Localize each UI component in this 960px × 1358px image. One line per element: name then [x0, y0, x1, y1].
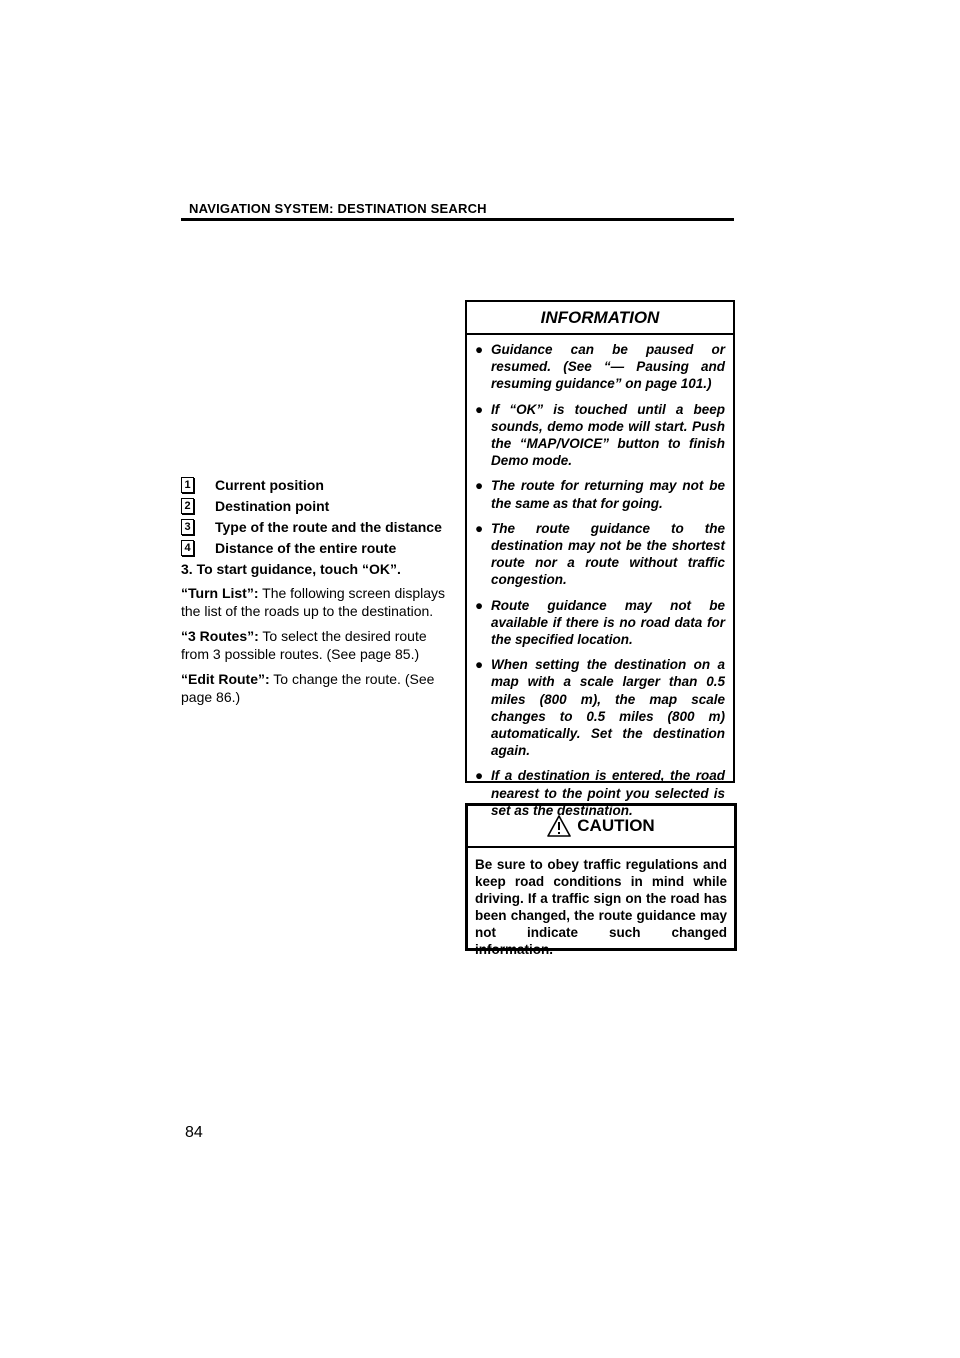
description-text: To change the route. (See page 86.): [181, 671, 435, 705]
header-rule: [181, 218, 734, 221]
information-box: [465, 300, 735, 818]
information-item: [475, 520, 725, 589]
bullet-icon: ●: [475, 520, 484, 536]
caution-header: [468, 806, 734, 848]
legend-item-2: [181, 495, 449, 516]
page-number: 84: [185, 1124, 203, 1141]
description-term: “Edit Route”:: [181, 671, 270, 687]
left-column: [181, 474, 449, 713]
description-3-routes: [181, 627, 449, 663]
information-item: [475, 401, 725, 470]
legend-item-1: [181, 474, 449, 495]
information-text: The route guidance to the destination may not be the shortest route nor a route without traffic congestion.: [491, 520, 725, 588]
information-text: Guidance can be paused or resumed. (See “— Pausing and resuming guidance” on page 101.): [491, 342, 725, 392]
caution-title: CAUTION: [577, 816, 655, 835]
bullet-icon: ●: [475, 478, 484, 494]
caution-box: [465, 803, 737, 957]
legend-item-3: [181, 516, 449, 537]
warning-triangle-icon: [547, 815, 571, 837]
information-item: [475, 477, 725, 511]
description-term: “3 Routes”:: [181, 628, 259, 644]
legend-item-4: [181, 537, 449, 558]
bullet-icon: ●: [475, 342, 484, 357]
bullet-icon: ●: [475, 657, 484, 673]
description-text: To select the desired route from 3 possible routes. (See page 85.): [181, 628, 427, 662]
description-text: The following screen displays the list of the roads up to the destination.: [181, 585, 446, 619]
information-text: Route guidance may not be available if there is no road data for the specified location.: [491, 597, 725, 648]
information-item: [475, 341, 725, 393]
legend-label: Type of the route and the distance: [215, 518, 442, 535]
information-text: The route for returning may not be the same as that for going.: [491, 478, 725, 511]
information-list: [467, 335, 733, 819]
page-header: NAVIGATION SYSTEM: DESTINATION SEARCH: [189, 201, 487, 216]
description-term: “Turn List”:: [181, 585, 259, 601]
information-text: If a destination is entered, the road nearest to the point you selected is set as the destination.: [491, 768, 725, 818]
description-turn-list: [181, 584, 449, 620]
information-item: [475, 597, 725, 649]
legend-number: 4: [181, 540, 194, 556]
bullet-icon: ●: [475, 401, 484, 417]
information-item: [475, 656, 725, 759]
step-instruction: 3. To start guidance, touch “OK”.: [181, 561, 401, 577]
information-text: When setting the destination on a map with a scale larger than 0.5 miles (800 m), the map scale changes to 0.5 miles (800 m) automatically. Set the destination again.: [491, 657, 725, 759]
legend-label: Distance of the entire route: [215, 539, 397, 556]
legend-number: 3: [181, 519, 194, 535]
legend-label: Destination point: [215, 497, 330, 514]
bullet-icon: ●: [475, 768, 484, 784]
description-edit-route: [181, 670, 449, 706]
legend-number: 2: [181, 498, 194, 514]
information-title: INFORMATION: [467, 302, 733, 335]
information-text: If “OK” is touched until a beep sounds, demo mode will start. Push the “MAP/VOICE” button to finish Demo mode.: [491, 401, 725, 469]
legend-number: 1: [181, 477, 194, 493]
bullet-icon: ●: [475, 597, 484, 613]
legend-label: Current position: [215, 476, 324, 493]
caution-text: Be sure to obey traffic regulations and keep road conditions in mind while driving. If a traffic sign on the road has been changed, the route guidance may not indicate such changed information.: [475, 857, 727, 957]
